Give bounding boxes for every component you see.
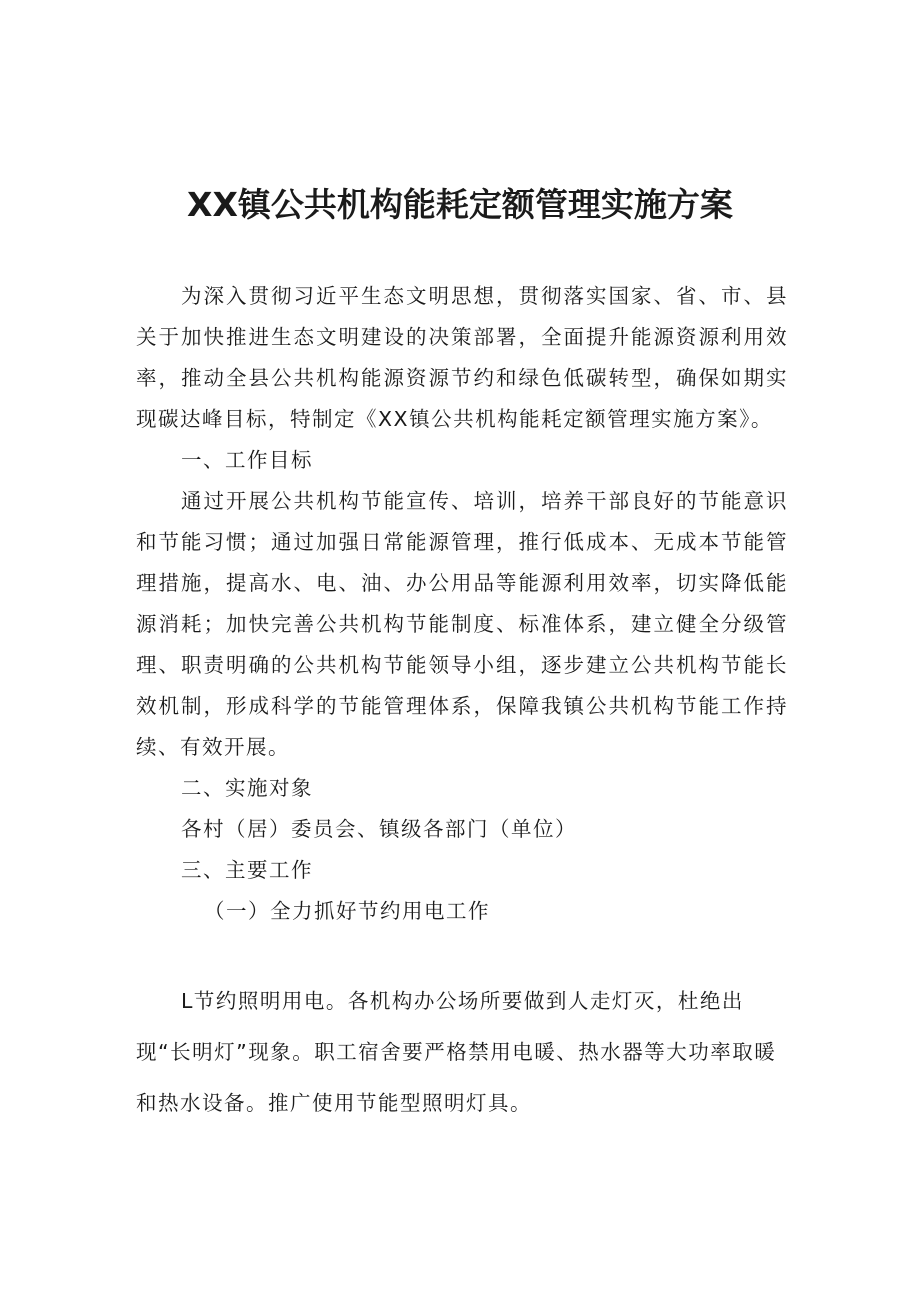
- document-title: XX镇公共机构能耗定额管理实施方案: [187, 185, 733, 224]
- targets-paragraph: 各村（居）委员会、镇级各部门（单位）: [181, 817, 577, 841]
- document-body: [136, 276, 788, 932]
- section-heading-targets: 二、实施对象: [181, 776, 313, 800]
- goals-paragraph: 通过开展公共机构节能宣传、培训，培养干部良好的节能意识和节能习惯；通过加强日常能源管理，推行低成本、无成本节能管理措施，提高水、电、油、办公用品等能源利用效率，切实降低能源消耗；加快完善公共机构节能制度、标准体系，建立健全分级管理、职责明确的公共机构节能领导小组，逐步建立公共机构节能长效机制，形成科学的节能管理体系，保障我镇公共机构节能工作持续、有效开展。: [136, 489, 788, 759]
- section-heading-goals: 一、工作目标: [181, 448, 313, 472]
- intro-paragraph: 为深入贯彻习近平生态文明思想，贯彻落实国家、省、市、县关于加快推进生态文明建设的决策部署，全面提升能源资源利用效率，推动全县公共机构能源资源节约和绿色低碳转型，确保如期实现碳达峰目标，特制定《XX镇公共机构能耗定额管理实施方案》。: [136, 284, 788, 431]
- section-heading-main-work: 三、主要工作: [181, 858, 313, 882]
- subsection-heading-electricity: （一）全力抓好节约用电工作: [204, 899, 490, 923]
- item-block: [136, 976, 788, 1129]
- item-lighting-paragraph: L节约照明用电。各机构办公场所要做到人走灯灭，杜绝出现“长明灯”现象。职工宿舍要严格禁用电暖、热水器等大功率取暖和热水设备。推广使用节能型照明灯具。: [136, 989, 777, 1115]
